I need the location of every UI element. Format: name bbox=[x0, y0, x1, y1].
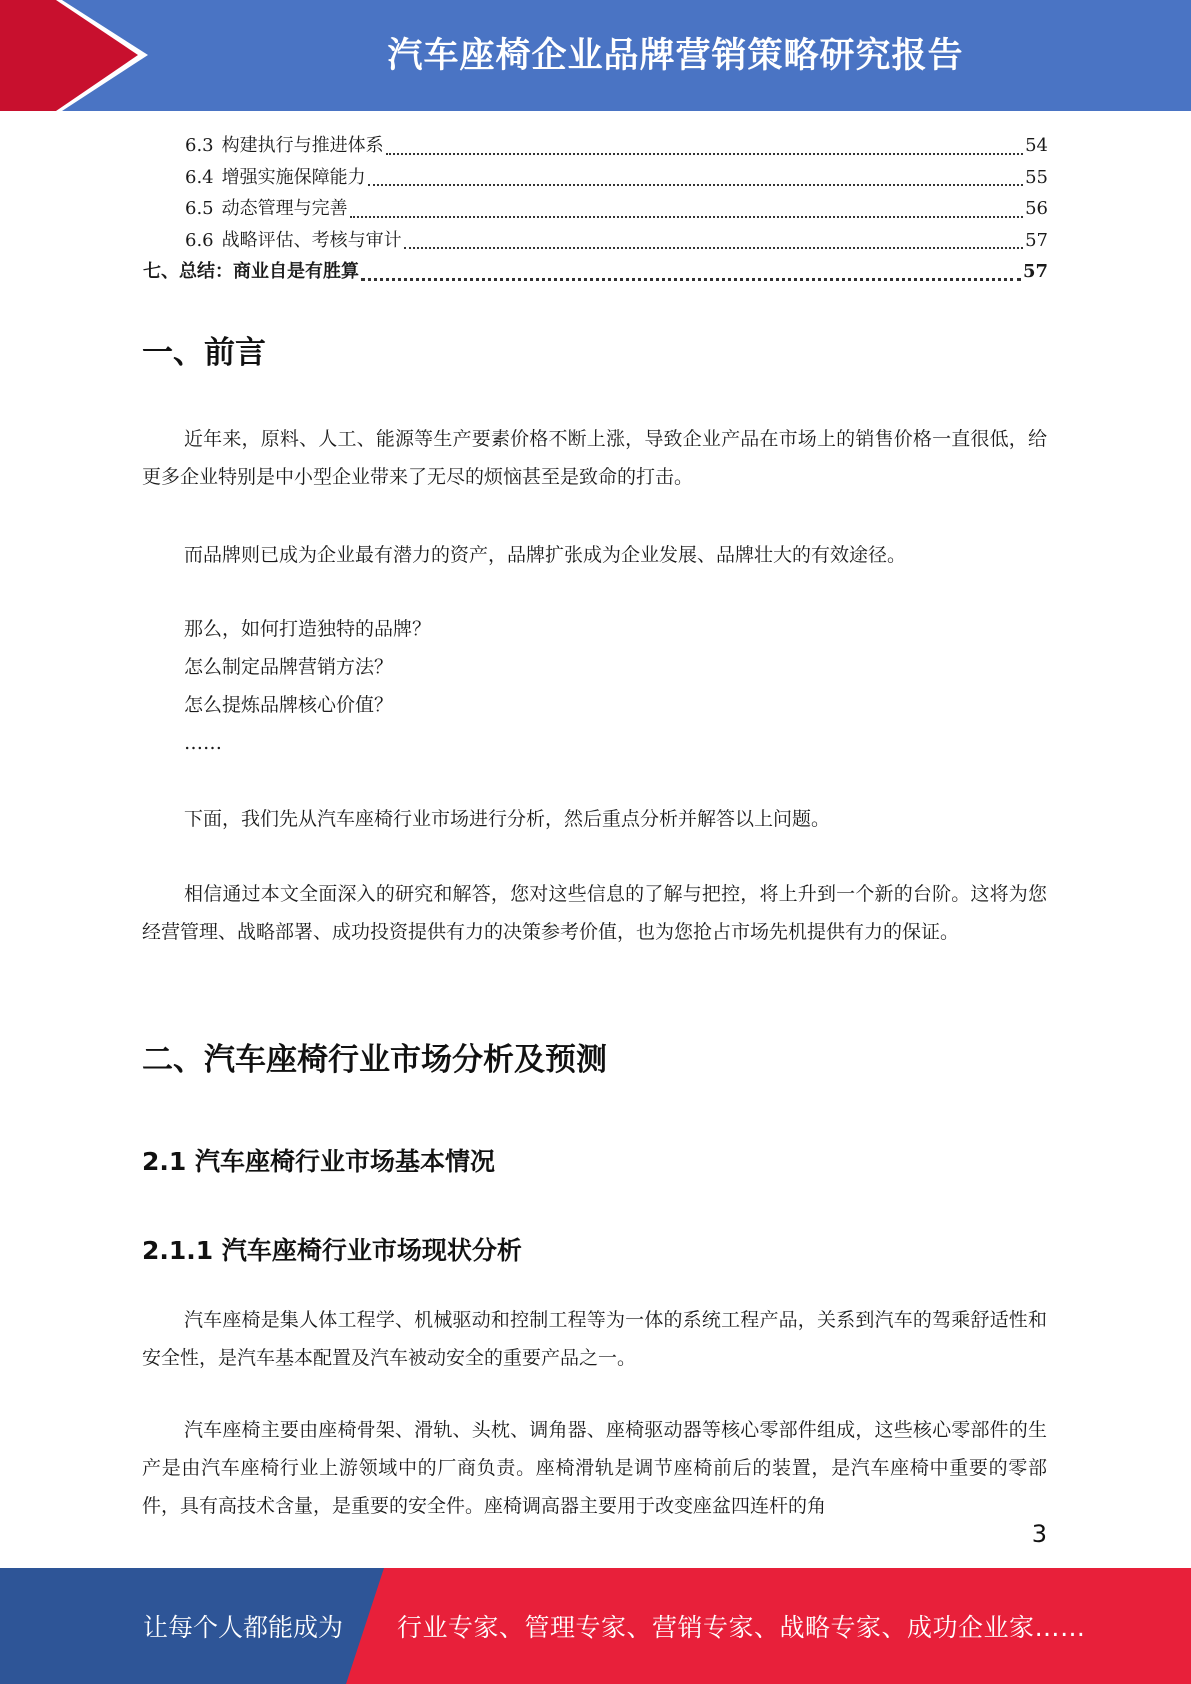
toc-item-label: 七、总结：商业自是有胜算 bbox=[143, 261, 359, 282]
toc-leader bbox=[386, 153, 1023, 155]
report-title: 汽车座椅企业品牌营销策略研究报告 bbox=[387, 36, 964, 76]
page-number: 3 bbox=[1031, 1520, 1047, 1548]
toc-item-number: 6.4 bbox=[185, 166, 214, 188]
toc-item[interactable] bbox=[143, 225, 1048, 257]
toc-item[interactable] bbox=[143, 162, 1048, 194]
question-line: 怎么制定品牌营销方法？ bbox=[184, 656, 394, 678]
toc-item[interactable] bbox=[143, 193, 1048, 225]
subsection-heading: 2.1 汽车座椅行业市场基本情况 bbox=[142, 1147, 495, 1176]
toc-leader bbox=[404, 247, 1023, 249]
question-line: 怎么提炼品牌核心价值？ bbox=[184, 694, 394, 716]
toc-item-label: 战略评估、考核与审计 bbox=[221, 229, 402, 251]
toc-item-page: 57 bbox=[1025, 229, 1048, 251]
toc-item-number: 6.5 bbox=[185, 198, 214, 219]
footer-slogan-right: 行业专家、管理专家、营销专家、战略专家、成功企业家…… bbox=[397, 1613, 1086, 1642]
toc-item-label: 动态管理与完善 bbox=[221, 198, 348, 219]
question-line: 那么，如何打造独特的品牌？ bbox=[184, 618, 432, 640]
toc-leader bbox=[368, 184, 1023, 186]
table-of-contents bbox=[143, 130, 1048, 288]
toc-leader bbox=[361, 278, 1021, 281]
toc-item-number: 6.3 bbox=[185, 135, 214, 156]
paragraph: 汽车座椅是集人体工程学、机械驱动和控制工程等为一体的系统工程产品，关系到汽车的驾乘舒适性和安全性，是汽车基本配置及汽车被动安全的重要产品之一。 bbox=[142, 1309, 1047, 1369]
toc-item-label: 增强实施保障能力 bbox=[221, 166, 366, 188]
toc-item-page: 54 bbox=[1025, 135, 1048, 156]
toc-item-label: 构建执行与推进体系 bbox=[221, 135, 384, 156]
toc-leader bbox=[350, 216, 1023, 218]
ellipsis-line: …… bbox=[184, 732, 222, 754]
footer-slogan-left: 让每个人都能成为 bbox=[143, 1613, 344, 1642]
toc-item[interactable] bbox=[143, 130, 1048, 162]
page-header bbox=[0, 0, 1191, 111]
toc-item-page: 57 bbox=[1022, 261, 1048, 282]
toc-item-number: 6.6 bbox=[185, 229, 214, 251]
page-footer bbox=[0, 1568, 1191, 1684]
section-heading: 二、汽车座椅行业市场分析及预测 bbox=[142, 1042, 607, 1078]
subsection-heading: 2.1.1 汽车座椅行业市场现状分析 bbox=[142, 1236, 522, 1265]
paragraph: 下面，我们先从汽车座椅行业市场进行分析，然后重点分析并解答以上问题。 bbox=[184, 808, 831, 830]
paragraph: 汽车座椅主要由座椅骨架、滑轨、头枕、调角器、座椅驱动器等核心零部件组成，这些核心零部件的生产是由汽车座椅行业上游领域中的厂商负责。座椅滑轨是调节座椅前后的装置，是汽车座椅中重要的零部件，具有高技术含量，是重要的安全件。座椅调高器主要用于改变座盆四连杆的角 bbox=[142, 1419, 1047, 1517]
toc-item-page: 56 bbox=[1025, 198, 1048, 219]
section-heading: 一、前言 bbox=[142, 335, 266, 371]
paragraph: 而品牌则已成为企业最有潜力的资产，品牌扩张成为企业发展、品牌壮大的有效途径。 bbox=[184, 544, 907, 566]
paragraph: 近年来，原料、人工、能源等生产要素价格不断上涨，导致企业产品在市场上的销售价格一直很低，给更多企业特别是中小型企业带来了无尽的烦恼甚至是致命的打击。 bbox=[142, 428, 1047, 488]
paragraph: 相信通过本文全面深入的研究和解答，您对这些信息的了解与把控，将上升到一个新的台阶。这将为您经营管理、战略部署、成功投资提供有力的决策参考价值，也为您抢占市场先机提供有力的保证。 bbox=[142, 883, 1047, 943]
toc-item-page: 55 bbox=[1025, 166, 1048, 188]
toc-item[interactable] bbox=[143, 256, 1048, 288]
